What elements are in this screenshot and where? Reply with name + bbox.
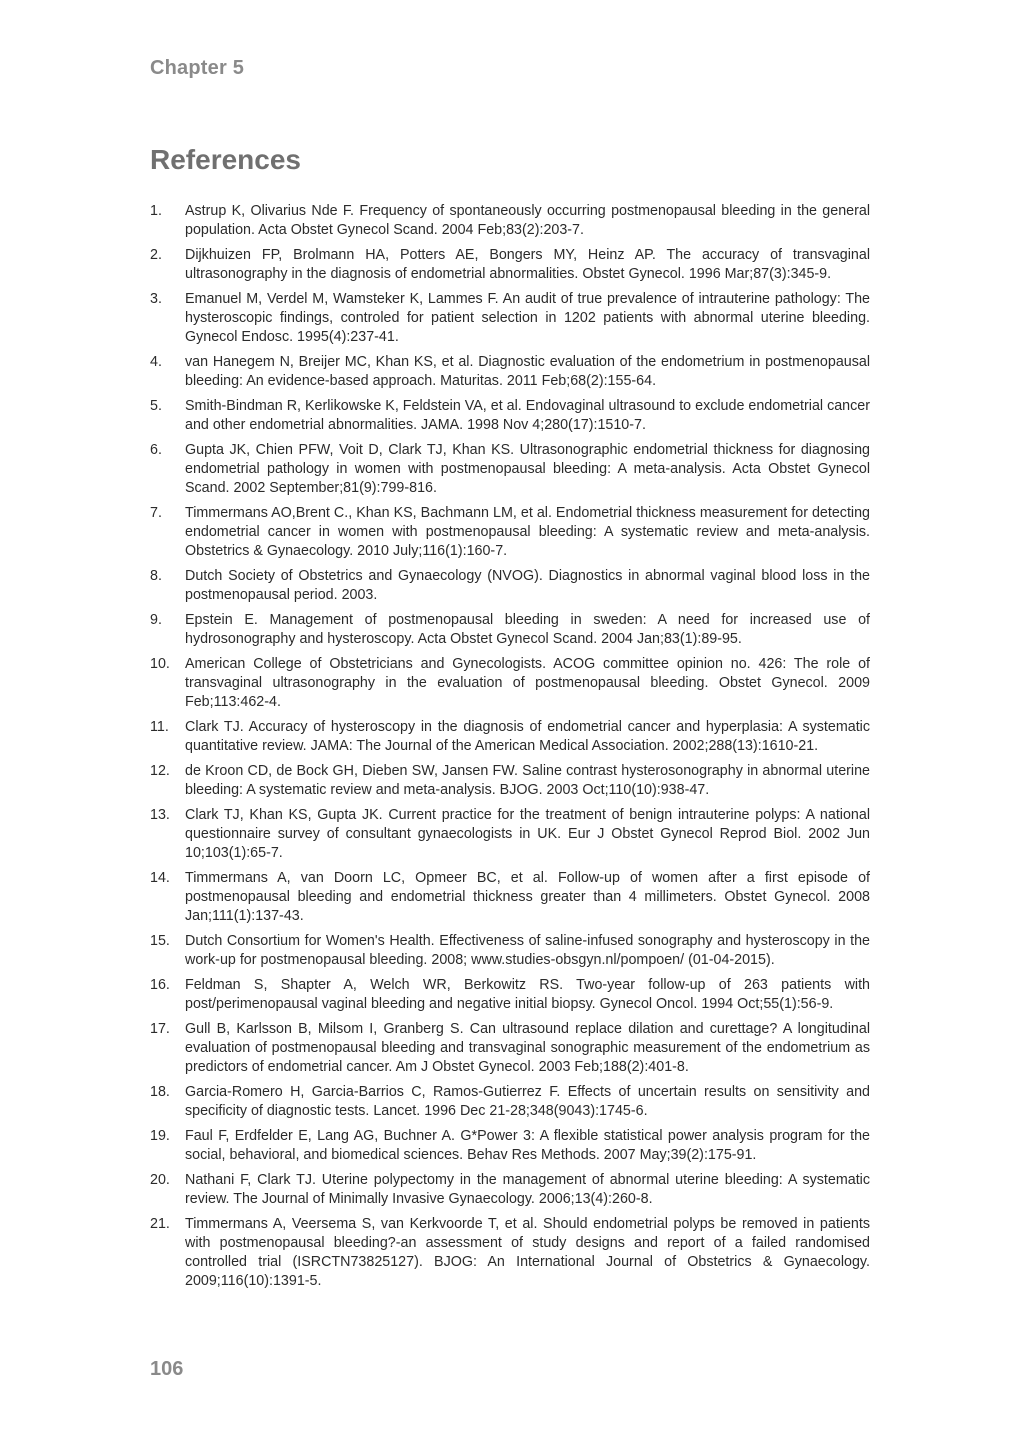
reference-item xyxy=(150,655,870,712)
reference-number: 9. xyxy=(150,612,162,628)
reference-number: 16. xyxy=(150,977,170,993)
reference-text: Gupta JK, Chien PFW, Voit D, Clark TJ, Khan KS. Ultrasonographic endometrial thickness for diagnosing endometrial pathology in women with postmenopausal bleeding: A meta-analysis. Acta Obstet Gynecol Scand. 2002 September;81(9):799-816. xyxy=(185,442,870,496)
reference-text: Astrup K, Olivarius Nde F. Frequency of spontaneously occurring postmenopausal bleeding in the general population. Acta Obstet Gynecol Scand. 2004 Feb;83(2):203-7. xyxy=(185,203,870,238)
reference-item xyxy=(150,202,870,240)
reference-item xyxy=(150,1127,870,1165)
reference-number: 14. xyxy=(150,870,170,886)
reference-number: 12. xyxy=(150,763,170,779)
reference-text: Gull B, Karlsson B, Milsom I, Granberg S. Can ultrasound replace dilation and curettage? A longitudinal evaluation of postmenopausal bleeding and transvaginal sonographic measurement of the endometrium as predictors of endometrial cancer. Am J Obstet Gynecol. 2003 Feb;188(2):401-8. xyxy=(185,1021,870,1075)
reference-number: 6. xyxy=(150,442,162,458)
reference-text: Smith-Bindman R, Kerlikowske K, Feldstein VA, et al. Endovaginal ultrasound to exclude endometrial cancer and other endometrial abnormalities. JAMA. 1998 Nov 4;280(17):1510-7. xyxy=(185,398,870,433)
reference-item xyxy=(150,718,870,756)
reference-text: Timmermans A, van Doorn LC, Opmeer BC, et al. Follow-up of women after a first episode of postmenopausal bleeding and endometrial thickness greater than 4 millimeters. Obstet Gynecol. 2008 Jan;111(1):137-43. xyxy=(185,870,870,924)
reference-item xyxy=(150,353,870,391)
reference-text: Dijkhuizen FP, Brolmann HA, Potters AE, Bongers MY, Heinz AP. The accuracy of transvaginal ultrasonography in the diagnosis of endometrial abnormalities. Obstet Gynecol. 1996 Mar;87(3):345-9. xyxy=(185,247,870,282)
reference-text: Dutch Society of Obstetrics and Gynaecology (NVOG). Diagnostics in abnormal vaginal blood loss in the postmenopausal period. 2003. xyxy=(185,568,870,603)
reference-text: Emanuel M, Verdel M, Wamsteker K, Lammes F. An audit of true prevalence of intrauterine pathology: The hysteroscopic findings, controled for patient selection in 1202 patients with abnormal uterine bleeding. Gynecol Endosc. 1995(4):237-41. xyxy=(185,291,870,345)
reference-item xyxy=(150,611,870,649)
running-head: Chapter 5 xyxy=(150,57,245,79)
reference-number: 18. xyxy=(150,1084,170,1100)
reference-text: Clark TJ. Accuracy of hysteroscopy in the diagnosis of endometrial cancer and hyperplasia: A systematic quantitative review. JAMA: The Journal of the American Medical Association. 2002;288(13):1610-21. xyxy=(185,719,870,754)
reference-number: 11. xyxy=(150,719,169,735)
reference-number: 13. xyxy=(150,807,170,823)
reference-item xyxy=(150,932,870,970)
reference-text: Garcia-Romero H, Garcia-Barrios C, Ramos-Gutierrez F. Effects of uncertain results on sensitivity and specificity of diagnostic tests. Lancet. 1996 Dec 21-28;348(9043):1745-6. xyxy=(185,1084,870,1119)
reference-text: Nathani F, Clark TJ. Uterine polypectomy in the management of abnormal uterine bleeding: A systematic review. The Journal of Minimally Invasive Gynaecology. 2006;13(4):260-8. xyxy=(185,1172,870,1207)
reference-item xyxy=(150,1171,870,1209)
reference-number: 21. xyxy=(150,1216,170,1232)
reference-item xyxy=(150,1083,870,1121)
reference-item xyxy=(150,290,870,347)
reference-text: Epstein E. Management of postmenopausal bleeding in sweden: A need for increased use of hydrosonography and hysteroscopy. Acta Obstet Gynecol Scand. 2004 Jan;83(1):89-95. xyxy=(185,612,870,647)
reference-number: 4. xyxy=(150,354,162,370)
reference-item xyxy=(150,806,870,863)
reference-number: 10. xyxy=(150,656,170,672)
reference-text: van Hanegem N, Breijer MC, Khan KS, et al. Diagnostic evaluation of the endometrium in postmenopausal bleeding: An evidence-based approach. Maturitas. 2011 Feb;68(2):155-64. xyxy=(185,354,870,389)
reference-text: de Kroon CD, de Bock GH, Dieben SW, Jansen FW. Saline contrast hysterosonography in abnormal uterine bleeding: A systematic review and meta-analysis. BJOG. 2003 Oct;110(10):938-47. xyxy=(185,763,870,798)
reference-number: 17. xyxy=(150,1021,170,1037)
reference-item xyxy=(150,1020,870,1077)
reference-item xyxy=(150,976,870,1014)
reference-item xyxy=(150,869,870,926)
reference-item xyxy=(150,397,870,435)
reference-text: Timmermans A, Veersema S, van Kerkvoorde T, et al. Should endometrial polyps be removed in patients with postmenopausal bleeding?-an assessment of study designs and report of a failed randomised controlled trial (ISRCTN73825127). BJOG: An International Journal of Obstetrics & Gynaecology. 2009;116(10):1391-5. xyxy=(185,1216,870,1289)
reference-list xyxy=(150,202,870,1297)
reference-item xyxy=(150,762,870,800)
reference-item xyxy=(150,567,870,605)
reference-number: 2. xyxy=(150,247,162,263)
reference-number: 1. xyxy=(150,203,162,219)
reference-number: 20. xyxy=(150,1172,170,1188)
reference-text: Dutch Consortium for Women's Health. Effectiveness of saline-infused sonography and hysteroscopy in the work-up for postmenopausal bleeding. 2008; www.studies-obsgyn.nl/pompoen/ (01-04-2015). xyxy=(185,933,870,968)
reference-item xyxy=(150,504,870,561)
page-number: 106 xyxy=(150,1358,184,1380)
reference-number: 7. xyxy=(150,505,162,521)
reference-text: American College of Obstetricians and Gynecologists. ACOG committee opinion no. 426: The role of transvaginal ultrasonography in the evaluation of postmenopausal bleeding. Obstet Gynecol. 2009 Feb;113:462-4. xyxy=(185,656,870,710)
reference-item xyxy=(150,246,870,284)
reference-text: Faul F, Erdfelder E, Lang AG, Buchner A. G*Power 3: A flexible statistical power analysis program for the social, behavioral, and biomedical sciences. Behav Res Methods. 2007 May;39(2):175-91. xyxy=(185,1128,870,1163)
section-title: References xyxy=(150,144,301,175)
reference-number: 5. xyxy=(150,398,162,414)
reference-text: Clark TJ, Khan KS, Gupta JK. Current practice for the treatment of benign intrauterine polyps: A national questionnaire survey of consultant gynaecologists in UK. Eur J Obstet Gynecol Reprod Biol. 2002 Jun 10;103(1):65-7. xyxy=(185,807,870,861)
reference-number: 8. xyxy=(150,568,162,584)
reference-text: Timmermans AO,Brent C., Khan KS, Bachmann LM, et al. Endometrial thickness measurement for detecting endometrial cancer in women with postmenopausal bleeding: A systematic review and meta-analysis. Obstetrics & Gynaecology. 2010 July;116(1):160-7. xyxy=(185,505,870,559)
reference-number: 15. xyxy=(150,933,170,949)
reference-number: 19. xyxy=(150,1128,170,1144)
reference-item xyxy=(150,1215,870,1291)
reference-text: Feldman S, Shapter A, Welch WR, Berkowitz RS. Two-year follow-up of 263 patients with post/perimenopausal vaginal bleeding and negative initial biopsy. Gynecol Oncol. 1994 Oct;55(1):56-9. xyxy=(185,977,870,1012)
reference-number: 3. xyxy=(150,291,162,307)
reference-item xyxy=(150,441,870,498)
